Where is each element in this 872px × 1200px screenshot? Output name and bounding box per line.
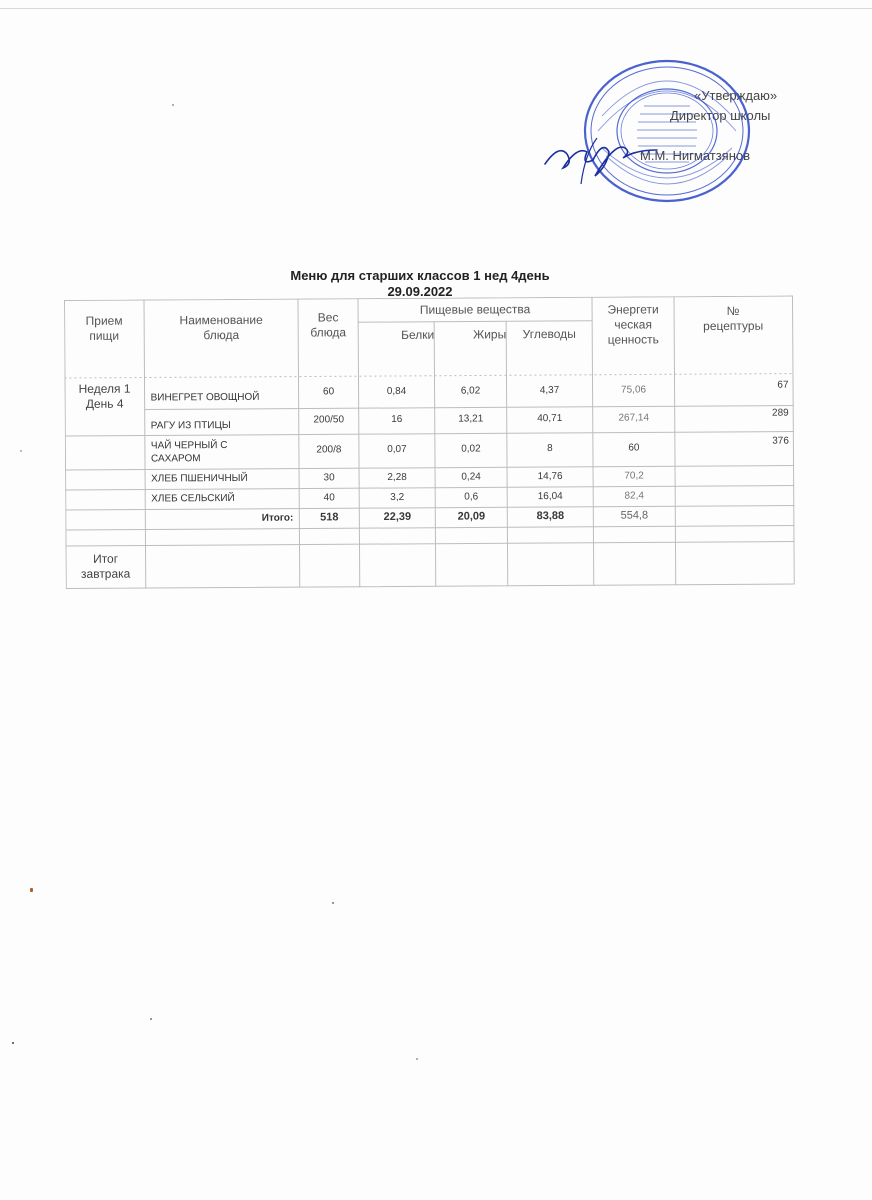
total-fat: 20,09 bbox=[457, 510, 486, 523]
row-5-fat: 0,6 bbox=[464, 491, 479, 503]
scan-speck bbox=[20, 450, 22, 452]
scan-speck bbox=[12, 1042, 14, 1044]
header-fat: Жиры bbox=[473, 327, 507, 342]
total-label: Итого: bbox=[261, 512, 294, 524]
row-5-weight: 40 bbox=[323, 492, 335, 504]
row-2-carbs: 40,71 bbox=[537, 412, 563, 425]
header-energy-line-1: Энергети bbox=[607, 302, 659, 317]
header-energy-line-3: ценность bbox=[607, 332, 659, 347]
breakfast-total-line-2: завтрака bbox=[80, 566, 131, 581]
meal-label bbox=[65, 382, 145, 412]
header-dish-line-1: Наименование bbox=[179, 312, 263, 328]
row-4-fat: 0,24 bbox=[461, 471, 481, 483]
row-2-weight: 200/50 bbox=[313, 414, 345, 426]
header-meal-line-2: пищи bbox=[89, 328, 120, 343]
row-4-name: ХЛЕБ ПШЕНИЧНЫЙ bbox=[151, 472, 248, 485]
scan-speck bbox=[332, 902, 334, 904]
row-4-energy: 70,2 bbox=[624, 470, 644, 482]
total-protein: 22,39 bbox=[383, 510, 412, 524]
row-1-weight: 60 bbox=[322, 386, 335, 398]
header-recipe-line-1: № bbox=[726, 303, 740, 318]
scan-speck bbox=[150, 1018, 152, 1020]
row-3-carbs: 8 bbox=[547, 443, 553, 455]
scan-speck bbox=[172, 104, 174, 106]
scan-speck bbox=[30, 888, 33, 892]
meal-label-line-2: День 4 bbox=[85, 396, 124, 411]
row-3-name-line-2: САХАРОМ bbox=[150, 453, 201, 465]
row-3-protein: 0,07 bbox=[387, 443, 407, 456]
row-1-recipe: 67 bbox=[777, 379, 789, 391]
header-recipe bbox=[674, 304, 792, 335]
approval-line-1: «Утверждаю» bbox=[694, 88, 778, 103]
header-meal bbox=[64, 314, 144, 344]
row-3-fat: 0,02 bbox=[461, 443, 481, 455]
row-5-energy: 82,4 bbox=[624, 490, 644, 502]
row-5-name: ХЛЕБ СЕЛЬСКИЙ bbox=[151, 492, 235, 505]
header-nutrients: Пищевые вещества bbox=[419, 302, 531, 317]
row-2-name: РАГУ ИЗ ПТИЦЫ bbox=[150, 419, 231, 432]
menu-table bbox=[64, 296, 796, 590]
header-weight-line-2: блюда bbox=[310, 325, 347, 340]
row-2-energy: 267,14 bbox=[618, 412, 650, 424]
signature-icon bbox=[543, 128, 663, 188]
row-1-fat: 6,02 bbox=[460, 385, 481, 397]
row-3-energy: 60 bbox=[628, 442, 640, 454]
approval-line-3: М.М. Нигматзянов bbox=[640, 148, 751, 163]
header-carbs: Углеводы bbox=[522, 326, 576, 342]
row-1-protein: 0,84 bbox=[386, 385, 407, 398]
row-5-protein: 3,2 bbox=[390, 491, 405, 504]
row-1-name: ВИНЕГРЕТ ОВОЩНОЙ bbox=[150, 391, 260, 404]
header-dish-line-2: блюда bbox=[203, 327, 240, 343]
breakfast-total-label bbox=[66, 552, 146, 582]
header-protein: Белки bbox=[401, 327, 435, 342]
row-5-carbs: 16,04 bbox=[537, 490, 563, 503]
page-date: 29.09.2022 bbox=[387, 284, 453, 299]
row-2-recipe: 289 bbox=[771, 407, 789, 419]
row-1-energy: 75,06 bbox=[621, 384, 647, 396]
total-carbs: 83,88 bbox=[536, 509, 565, 523]
header-weight bbox=[298, 310, 358, 340]
header-energy-line-2: ческая bbox=[614, 317, 653, 332]
row-3-weight: 200/8 bbox=[316, 444, 342, 456]
row-1-carbs: 4,37 bbox=[539, 384, 560, 397]
page-title: Меню для старших классов 1 нед 4день bbox=[290, 268, 550, 283]
row-3-recipe: 376 bbox=[772, 435, 789, 447]
header-recipe-line-2: рецептуры bbox=[703, 318, 764, 334]
row-4-weight: 30 bbox=[323, 472, 335, 484]
breakfast-total-line-1: Итог bbox=[93, 551, 119, 566]
row-4-carbs: 14,76 bbox=[537, 470, 563, 483]
header-meal-line-1: Прием bbox=[85, 313, 123, 328]
row-2-fat: 13,21 bbox=[458, 413, 484, 425]
total-energy: 554,8 bbox=[620, 509, 649, 522]
row-3-name bbox=[151, 439, 228, 465]
row-4-protein: 2,28 bbox=[387, 471, 407, 484]
row-3-name-line-1: ЧАЙ ЧЕРНЫЙ С bbox=[150, 440, 228, 452]
header-energy bbox=[592, 302, 674, 348]
scan-top-edge bbox=[0, 8, 872, 9]
scan-speck bbox=[416, 1058, 418, 1060]
header-weight-line-1: Вес bbox=[317, 310, 339, 325]
row-2-protein: 16 bbox=[391, 413, 403, 426]
approval-line-2: Директор школы bbox=[670, 108, 771, 123]
total-weight: 518 bbox=[320, 511, 339, 524]
meal-label-line-1: Неделя 1 bbox=[78, 381, 131, 396]
header-dish bbox=[144, 313, 298, 344]
